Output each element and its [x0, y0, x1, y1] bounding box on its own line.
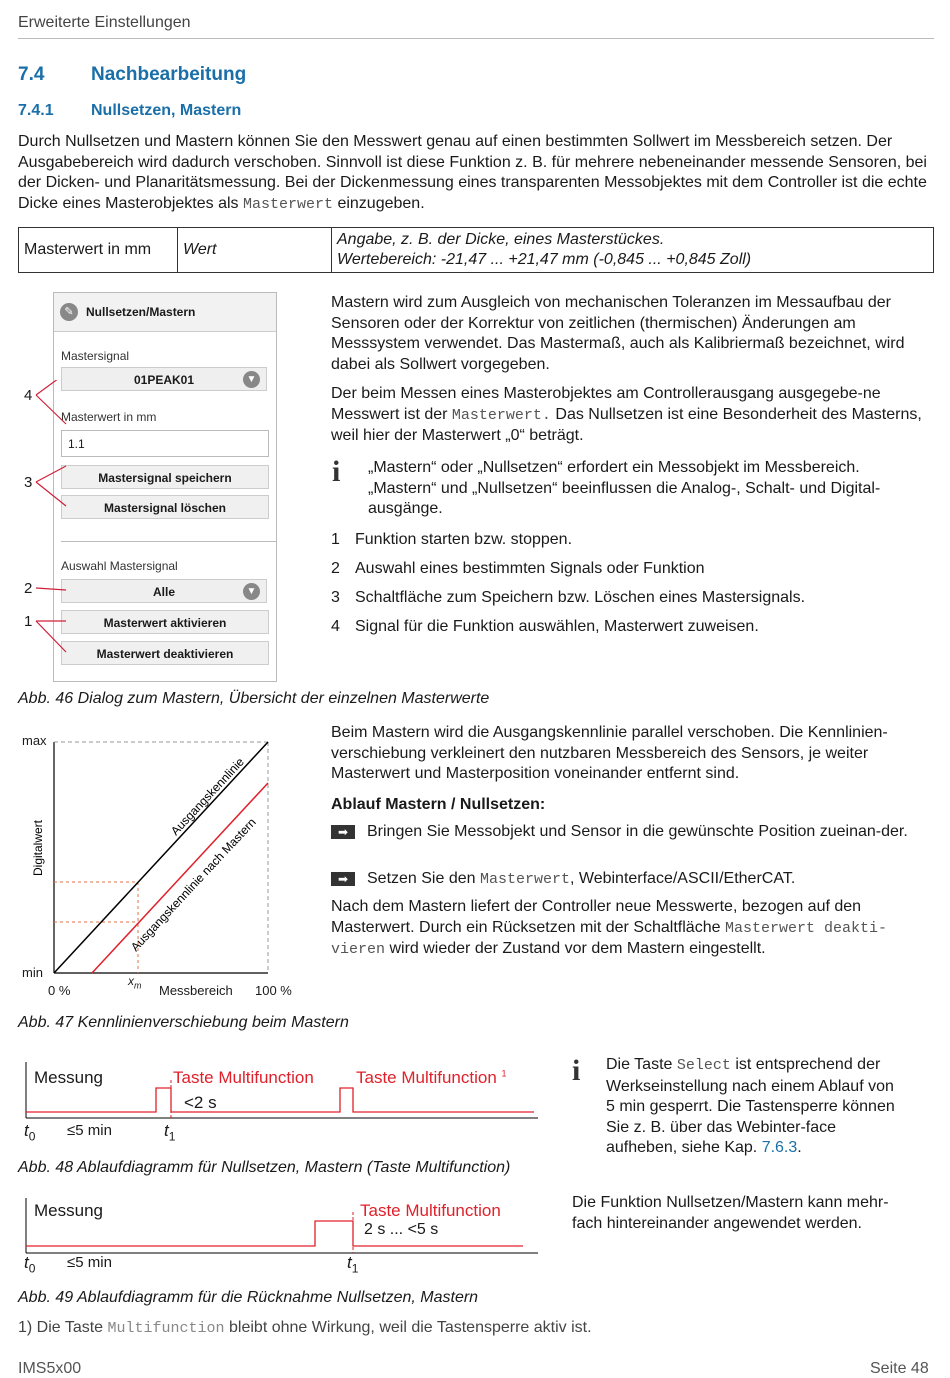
intro-text: Durch Nullsetzen und Mastern können Sie den Messwert genau auf einen bestimmten Sollwert im Messbereich setzen. Der Ausgabebereich wird dadurch verschoben. Sinnvoll ist diese Funktion z. B. für mehrere nebeneinander messende Sensoren, bei der Dicken- und Planaritätsmessung. Bei der Dickenmessung eines transparenten Messobjektes mit dem Controller ist die echte Dicke eines Masterobjektes als: [18, 133, 927, 212]
arrow-right-icon: ➡: [331, 872, 355, 886]
repeat-note: Die Funktion Nullsetzen/Mastern kann mehr-fach hintereinander angewendet werden.: [572, 1194, 889, 1232]
section-number: 7.4: [18, 64, 45, 85]
list-text: Schaltfläche zum Speichern bzw. Löschen eines Mastersignals.: [355, 589, 806, 606]
auswahl-label: Auswahl Mastersignal: [61, 559, 178, 573]
xm-sub: m: [134, 980, 142, 991]
list-item: [331, 530, 931, 559]
timing49-t1: [347, 1253, 358, 1275]
x-tick-0: 0 %: [48, 983, 71, 998]
timing49-messung: Messung: [34, 1201, 103, 1220]
caption-abb-49: Abb. 49 Ablaufdiagramm für die Rücknahme Nullsetzen, Mastern: [18, 1289, 479, 1306]
step-1-text: Bringen Sie Messobjekt und Sensor in die gewünschte Position zueinan-der.: [367, 823, 908, 840]
timing49-t0: [24, 1253, 35, 1275]
intro-paragraph: [18, 132, 934, 215]
info-icon: i: [572, 1054, 581, 1087]
mastern-paragraph-2: [331, 384, 929, 447]
xm-text: x: [128, 974, 134, 988]
y-tick-max: max: [22, 733, 47, 748]
note-text: Die Taste: [606, 1056, 677, 1073]
caption-abb-46: Abb. 46 Dialog zum Mastern, Übersicht der einzelnen Masterwerte: [18, 690, 490, 707]
t0-sub: 0: [28, 1129, 36, 1144]
y-axis-label: Digitalwert: [31, 819, 45, 876]
footnote-ref: 1: [501, 1068, 507, 1079]
footnote-code: Multifunction: [107, 1320, 225, 1337]
p2-text-end: Das Nullsetzen ist eine Besonderheit des Masterns, weil hier der Masterwert „0“ beträgt.: [331, 405, 922, 444]
dialog-divider: [61, 541, 276, 542]
param-description: [332, 228, 934, 273]
info-line-2: „Mastern“ und „Nullsetzen“ beeinflussen die Analog-, Schalt- und Digital-ausgänge.: [368, 479, 881, 517]
intro-code: Masterwert: [242, 195, 333, 213]
mastersignal-select[interactable]: [61, 367, 267, 391]
info-icon: i: [332, 455, 341, 488]
step-2-text-end: , Webinterface/ASCII/EtherCAT.: [569, 870, 796, 887]
intro-text-end: einzugeben.: [333, 194, 425, 212]
caption-abb-47: Abb. 47 Kennlinienverschiebung beim Mastern: [18, 1014, 349, 1031]
footnote-text-end: bleibt ohne Wirkung, weil die Tastensperre aktiv ist.: [224, 1319, 592, 1336]
list-item: [331, 559, 931, 588]
timing48-taste-1: Taste Multifunction: [173, 1068, 314, 1087]
line2-label: Ausgangskennlinie nach Mastern: [127, 815, 259, 955]
t1-sub: 1: [168, 1129, 176, 1144]
pencil-icon[interactable]: ✎: [60, 303, 78, 321]
arrow-right-icon: ➡: [331, 825, 355, 839]
callout-4: 4: [24, 387, 33, 404]
t1-sub: 1: [351, 1261, 359, 1276]
param-desc-line1: Angabe, z. B. der Dicke, eines Masterstückes.: [337, 231, 665, 248]
auswahl-value: Alle: [152, 585, 175, 599]
footnote-text: 1) Die Taste: [18, 1319, 108, 1336]
note-text-2: ist entsprechend der Werkseinstellung nach einem Ablauf von 5 min gesperrt. Die Tastensperre können Sie z. B. über das Webinter-face aufheben, siehe Kap.: [606, 1056, 895, 1156]
masterwert-label: Masterwert in mm: [61, 410, 157, 424]
taste-2-text: Taste Multifunction: [356, 1068, 497, 1087]
caption-abb-48: Abb. 48 Ablaufdiagramm für Nullsetzen, Mastern (Taste Multifunction): [18, 1159, 511, 1176]
list-text: Funktion starten bzw. stoppen.: [355, 531, 573, 548]
dialog-titlebar: [54, 293, 276, 332]
section-title: Nachbearbeitung: [91, 64, 247, 85]
timing-signal-48: [26, 1088, 534, 1112]
timing49-duration: 2 s ... <5 s: [364, 1221, 439, 1238]
callout-2: 2: [24, 580, 33, 597]
chevron-down-icon: ▼: [243, 583, 260, 600]
kennlinie-chart: [18, 728, 308, 1003]
step-2-text: Setzen Sie den: [367, 870, 480, 887]
list-number: 4: [331, 618, 340, 635]
ablauf-heading: Ablauf Mastern / Nullsetzen:: [331, 796, 546, 813]
legend-list: [331, 530, 931, 646]
deactivate-masterwert-button[interactable]: Masterwert deaktivieren: [61, 641, 269, 665]
reset-paragraph: [331, 897, 931, 961]
tastensperre-note: [606, 1055, 906, 1159]
list-number: 2: [331, 560, 340, 577]
timing49-taste: Taste Multifunction: [360, 1201, 501, 1220]
timing48-t1: [164, 1121, 175, 1143]
callout-3: 3: [24, 474, 33, 491]
timing48-interval: ≤5 min: [67, 1122, 112, 1139]
param-desc-line2: Wertebereich: -21,47 ... +21,47 mm (-0,845 ... +0,845 Zoll): [337, 251, 752, 268]
ablauf-step-2: [331, 869, 929, 891]
footer-product: IMS5x00: [18, 1360, 82, 1377]
callout-1: 1: [24, 613, 33, 630]
info-line-1: „Mastern“ oder „Nullsetzen“ erfordert ein Messobjekt im Messbereich.: [368, 459, 860, 476]
table-row: [19, 228, 934, 273]
ablauf-step-1: [331, 822, 929, 843]
mastersignal-label: Mastersignal: [61, 349, 130, 363]
dialog-title: Nullsetzen/Mastern: [86, 305, 196, 319]
reset-text: Nach dem Mastern liefert der Controller neue Messwerte, bezogen auf den Masterwert. Durch ein Rücksetzen mit der Schaltfläche: [331, 898, 862, 936]
timing48-taste-2: [356, 1068, 507, 1088]
x-tick-xm: [128, 974, 142, 990]
mastern-dialog: [53, 292, 277, 682]
kennlinie-paragraph: Beim Mastern wird die Ausgangskennlinie parallel verschoben. Die Kennlinien-verschiebung verkleinert den nutzbaren Messbereich des Sensors, je weiter Masterwert und Masterposition voneinander entfernt sind.: [331, 724, 888, 782]
subsection-number: 7.4.1: [18, 102, 54, 119]
reset-text-end: wird wieder der Zustand vor dem Mastern eingestellt.: [385, 940, 766, 957]
p2-code: Masterwert.: [451, 406, 551, 424]
timing49-interval: ≤5 min: [67, 1254, 112, 1271]
page-header-title: Erweiterte Einstellungen: [18, 14, 191, 31]
note-text-end: .: [797, 1139, 802, 1156]
info-note-1: [368, 458, 928, 520]
list-item: [331, 617, 931, 646]
t1: t: [347, 1253, 352, 1272]
list-text: Auswahl eines bestimmten Signals oder Funktion: [355, 560, 705, 577]
subsection-title: Nullsetzen, Mastern: [91, 102, 242, 119]
timing48-messung: Messung: [34, 1068, 103, 1087]
mastersignal-value: 01PEAK01: [133, 373, 195, 387]
y-tick-min: min: [22, 965, 43, 980]
masterwert-input[interactable]: 1.1: [61, 430, 269, 457]
header-divider: [18, 38, 934, 39]
save-mastersignal-button[interactable]: Mastersignal speichern: [61, 465, 269, 489]
line-nach-mastern: [92, 783, 268, 973]
t0: t: [24, 1121, 29, 1140]
timing48-duration: <2 s: [184, 1093, 217, 1112]
step-2-code: Masterwert: [479, 871, 570, 888]
footer-page-number: Seite 48: [870, 1360, 929, 1377]
parameter-table: [18, 227, 934, 273]
p2-text: Der beim Messen eines Masterobjektes am Controllerausgang ausgegebe-ne Messwert ist der: [331, 385, 881, 423]
list-number: 1: [331, 531, 340, 548]
t1: t: [164, 1121, 169, 1140]
list-text: Signal für die Funktion auswählen, Masterwert zuweisen.: [355, 618, 759, 635]
t0-sub: 0: [28, 1261, 36, 1276]
mastern-paragraph-1: Mastern wird zum Ausgleich von mechanischen Toleranzen im Messaufbau der Sensoren oder der Korrektur von zeitlichen (thermischen) Änderungen am Messsystem verwendet. Das Mastermaß, auch als Kalibriermaß bezeichnet, wird dabei als Sollwert vorgegeben.: [331, 294, 905, 373]
x-axis-label: Messbereich: [159, 983, 233, 998]
reset-code: Masterwert deakti-vieren: [331, 919, 887, 958]
chevron-down-icon: ▼: [243, 371, 260, 388]
line-ausgangskennlinie: [54, 742, 268, 973]
t0: t: [24, 1253, 29, 1272]
line1-label: Ausgangskennlinie: [167, 754, 247, 839]
param-type: Wert: [178, 228, 332, 273]
footnote: [18, 1318, 592, 1340]
auswahl-select[interactable]: [61, 579, 267, 603]
timing-signal-49: [26, 1221, 523, 1246]
x-tick-100: 100 %: [255, 983, 292, 998]
note-code: Select: [676, 1057, 731, 1074]
chapter-link[interactable]: 7.6.3: [761, 1139, 798, 1156]
timing48-t0: [24, 1121, 35, 1143]
delete-mastersignal-button[interactable]: Mastersignal löschen: [61, 495, 269, 519]
activate-masterwert-button[interactable]: Masterwert aktivieren: [61, 610, 269, 634]
list-number: 3: [331, 589, 340, 606]
timing-diagram-48: [18, 1050, 548, 1130]
list-item: [331, 588, 931, 617]
param-name: Masterwert in mm: [19, 228, 178, 273]
